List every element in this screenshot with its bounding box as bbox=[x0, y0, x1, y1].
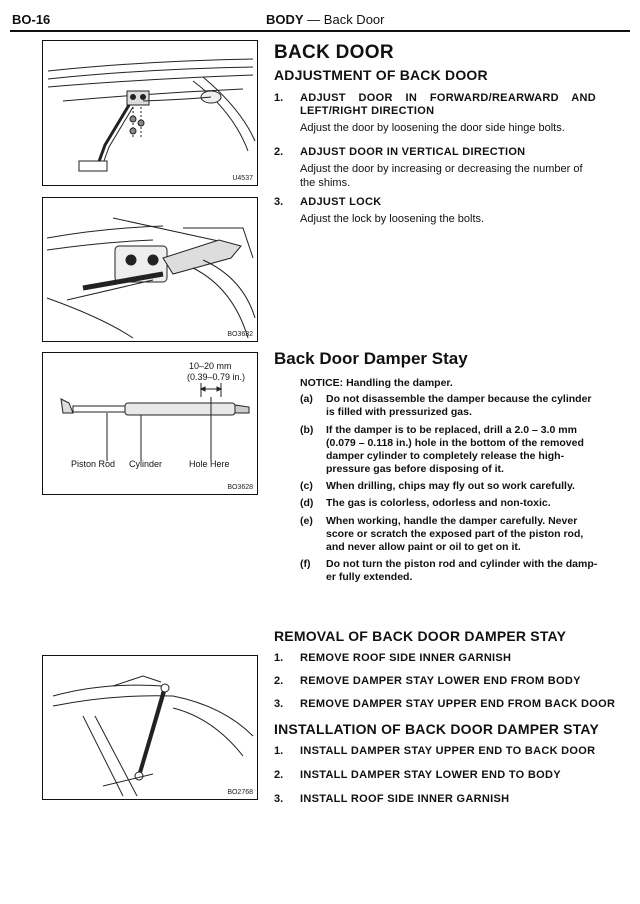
notice-mark: (c) bbox=[300, 480, 313, 492]
removal-step: REMOVE DAMPER STAY UPPER END FROM BACK DOOR bbox=[300, 698, 616, 710]
header-rule bbox=[10, 30, 630, 32]
notice: NOTICE: Handling the damper. bbox=[300, 377, 453, 389]
step-number: 1. bbox=[274, 92, 284, 104]
notice-text: score or scratch the exposed part of the piston rod, bbox=[326, 528, 584, 540]
notice-text: damper cylinder to completely release the high- bbox=[326, 450, 565, 462]
installation-step: INSTALL ROOF SIDE INNER GARNISH bbox=[300, 793, 510, 805]
step-title: ADJUST DOOR IN VERTICAL DIRECTION bbox=[300, 146, 526, 158]
dimension-in: (0.39–0.79 in.) bbox=[187, 372, 246, 382]
lock-illustration bbox=[43, 198, 257, 341]
dimension-mm: 10–20 mm bbox=[189, 361, 232, 371]
notice-text: The gas is colorless, odorless and non-toxic. bbox=[326, 497, 551, 509]
step-description-cont: the shims. bbox=[300, 177, 351, 189]
figure-damper bbox=[42, 352, 258, 495]
step-number: 3. bbox=[274, 196, 284, 208]
section-subtitle: ADJUSTMENT OF BACK DOOR bbox=[274, 67, 488, 83]
figure-damper-installed bbox=[42, 655, 258, 800]
damper-installed-illustration bbox=[43, 656, 257, 799]
installation-step: INSTALL DAMPER STAY LOWER END TO BODY bbox=[300, 769, 561, 781]
notice-text: is filled with pressurized gas. bbox=[326, 406, 472, 418]
notice-mark: (d) bbox=[300, 497, 314, 509]
notice-text: pressure gas before disposing of it. bbox=[326, 463, 504, 475]
notice-text: Do not turn the piston rod and cylinder with the damp- bbox=[326, 558, 598, 570]
step-description: Adjust the lock by loosening the bolts. bbox=[300, 213, 485, 225]
step-title: ADJUST DOOR IN FORWARD/REARWARD AND bbox=[300, 92, 596, 104]
notice-text: er fully extended. bbox=[326, 571, 413, 583]
notice-mark: (a) bbox=[300, 393, 313, 405]
step-number: 1. bbox=[274, 745, 284, 757]
notice-mark: (b) bbox=[300, 424, 314, 436]
step-title: ADJUST LOCK bbox=[300, 196, 382, 208]
step-description: Adjust the door by loosening the door side hinge bolts. bbox=[300, 122, 565, 134]
step-number: 3. bbox=[274, 698, 284, 710]
header-subsection: Back Door bbox=[323, 12, 385, 27]
notice-text: If the damper is to be replaced, drill a 2.0 – 3.0 mm bbox=[326, 424, 577, 436]
label-piston-rod: Piston Rod bbox=[71, 459, 116, 469]
installation-title: INSTALLATION OF BACK DOOR DAMPER STAY bbox=[274, 721, 599, 737]
notice-mark: (e) bbox=[300, 515, 313, 527]
step-number: 2. bbox=[274, 769, 284, 781]
figure-code: U4537 bbox=[232, 175, 253, 182]
damper-title: Back Door Damper Stay bbox=[274, 349, 468, 368]
step-title-cont: LEFT/RIGHT DIRECTION bbox=[300, 105, 435, 117]
header-separator: — bbox=[303, 12, 324, 27]
figure-lock bbox=[42, 197, 258, 342]
damper-illustration bbox=[43, 353, 257, 494]
installation-step: INSTALL DAMPER STAY UPPER END TO BACK DOOR bbox=[300, 745, 596, 757]
step-number: 1. bbox=[274, 652, 284, 664]
notice-text: and never allow paint or oil to get on it. bbox=[326, 541, 521, 553]
step-number: 2. bbox=[274, 146, 284, 158]
notice-text: Do not disassemble the damper because the cylinder bbox=[326, 393, 592, 405]
hinge-illustration bbox=[43, 41, 257, 185]
notice-mark: (f) bbox=[300, 558, 311, 570]
figure-code: BO3632 bbox=[227, 331, 253, 338]
figure-code: BO2768 bbox=[227, 789, 253, 796]
removal-step: REMOVE ROOF SIDE INNER GARNISH bbox=[300, 652, 512, 664]
figure-hinge bbox=[42, 40, 258, 186]
step-number: 3. bbox=[274, 793, 284, 805]
notice-text: When working, handle the damper carefully. Never bbox=[326, 515, 578, 527]
label-hole-here: Hole Here bbox=[189, 459, 230, 469]
removal-step: REMOVE DAMPER STAY LOWER END FROM BODY bbox=[300, 675, 581, 687]
label-cylinder: Cylinder bbox=[129, 459, 163, 469]
step-description: Adjust the door by increasing or decreasing the number of bbox=[300, 163, 583, 175]
figure-code: BO3628 bbox=[227, 484, 253, 491]
notice-text: When drilling, chips may fly out so work carefully. bbox=[326, 480, 575, 492]
notice-text: (0.079 – 0.118 in.) hole in the bottom of the removed bbox=[326, 437, 584, 449]
section-title: BACK DOOR bbox=[274, 42, 394, 63]
page-number: BO-16 bbox=[12, 12, 51, 27]
removal-title: REMOVAL OF BACK DOOR DAMPER STAY bbox=[274, 628, 567, 644]
running-header bbox=[266, 12, 385, 27]
header-section: BODY bbox=[266, 12, 304, 27]
step-number: 2. bbox=[274, 675, 284, 687]
